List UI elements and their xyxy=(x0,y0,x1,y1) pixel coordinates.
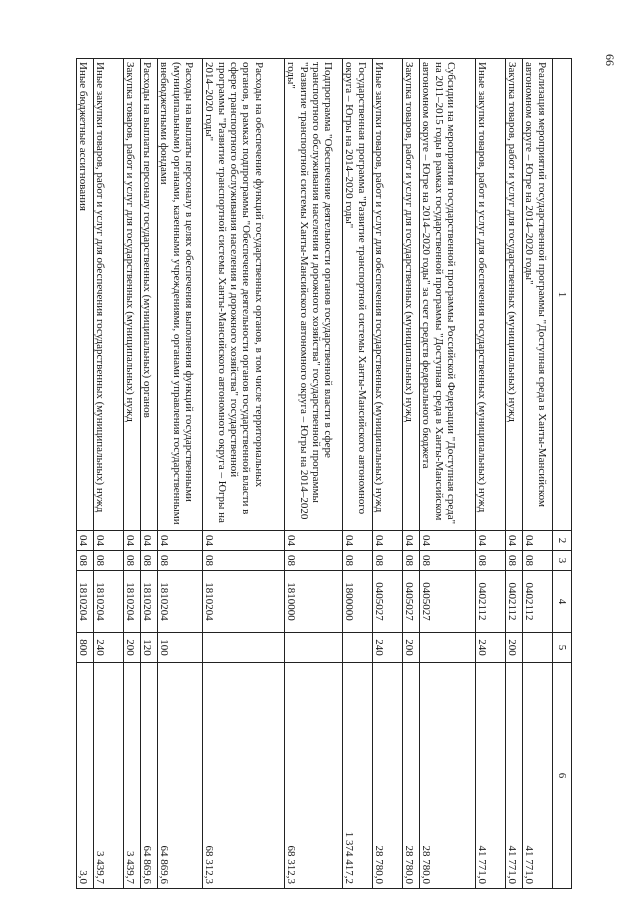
cell-sum: 3 439,7 xyxy=(94,663,124,889)
table-row xyxy=(420,59,476,889)
cell-pr: 08 xyxy=(343,551,373,571)
table-row xyxy=(403,59,420,889)
cell-pr: 08 xyxy=(203,551,285,571)
cell-csr: 1810204 xyxy=(94,571,124,633)
cell-vr xyxy=(420,633,476,663)
cell-csr: 0402112 xyxy=(523,571,553,633)
table-row xyxy=(94,59,124,889)
cell-vr xyxy=(523,633,553,663)
cell-pr: 08 xyxy=(141,551,158,571)
cell-desc: Иные закупки товаров, работ и услуг для обеспечения государственных (муниципальных) нужд xyxy=(373,59,403,531)
cell-rz: 04 xyxy=(94,531,124,551)
column-header: 4 xyxy=(553,571,572,633)
page-number: 66 xyxy=(603,54,617,66)
cell-rz: 04 xyxy=(506,531,523,551)
table-row xyxy=(506,59,523,889)
cell-csr: 1810204 xyxy=(203,571,285,633)
cell-desc: Закупка товаров, работ и услуг для государственных (муниципальных) нужд xyxy=(506,59,523,531)
table-row xyxy=(476,59,506,889)
cell-vr xyxy=(203,633,285,663)
cell-pr: 08 xyxy=(420,551,476,571)
cell-vr xyxy=(343,633,373,663)
cell-desc: Иные закупки товаров, работ и услуг для обеспечения государственных (муниципальных) нужд xyxy=(94,59,124,531)
cell-sum: 41 771,0 xyxy=(523,663,553,889)
cell-pr: 08 xyxy=(476,551,506,571)
cell-pr: 08 xyxy=(403,551,420,571)
cell-rz: 04 xyxy=(77,531,94,551)
cell-rz: 04 xyxy=(285,531,343,551)
cell-desc: Закупка товаров, работ и услуг для государственных (муниципальных) нужд xyxy=(124,59,141,531)
cell-vr: 240 xyxy=(476,633,506,663)
cell-rz: 04 xyxy=(523,531,553,551)
cell-rz: 04 xyxy=(373,531,403,551)
cell-pr: 08 xyxy=(373,551,403,571)
cell-desc: Субсидии на мероприятия государственной программы Российской Федерации "Доступная среда" на 2011–2015 годы в рамках государственной программы "Доступная среда в Ханты-Мансийском автономном округе – Югре на 2014–2020 годы" за счет средств федерального бюджета xyxy=(420,59,476,531)
cell-sum: 68 312,3 xyxy=(285,663,343,889)
cell-csr: 0405027 xyxy=(403,571,420,633)
cell-sum: 28 780,0 xyxy=(373,663,403,889)
cell-desc: Иные закупки товаров, работ и услуг для обеспечения государственных (муниципальных) нужд xyxy=(476,59,506,531)
cell-sum: 68 312,3 xyxy=(203,663,285,889)
cell-desc: Закупка товаров, работ и услуг для государственных (муниципальных) нужд xyxy=(403,59,420,531)
cell-pr: 08 xyxy=(94,551,124,571)
cell-pr: 08 xyxy=(158,551,203,571)
cell-csr: 0402112 xyxy=(506,571,523,633)
rotated-table-wrapper xyxy=(76,58,572,888)
cell-sum: 28 780,0 xyxy=(420,663,476,889)
cell-desc: Расходы на выплаты персоналу в целях обеспечения выполнения функций государственными (муниципальными) органами, казенными учреждениями, органами управления государственными внебюджетными фондами xyxy=(158,59,203,531)
cell-csr: 1810000 xyxy=(285,571,343,633)
cell-pr: 08 xyxy=(523,551,553,571)
cell-desc: Подпрограмма "Обеспечение деятельности органов государственной власти в сфере транспортного обслуживания населения и дорожного хозяйства" государственной программы "Развитие транспортной системы Ханты-Мансийского автономного округа – Югры на 2014–2020 годы" xyxy=(285,59,343,531)
cell-sum: 3,0 xyxy=(77,663,94,889)
cell-vr: 200 xyxy=(403,633,420,663)
cell-vr xyxy=(285,633,343,663)
cell-vr: 200 xyxy=(506,633,523,663)
column-header: 5 xyxy=(553,633,572,663)
cell-csr: 0402112 xyxy=(476,571,506,633)
table-row xyxy=(523,59,553,889)
cell-desc: Расходы на обеспечение функций государственных органов, в том числе территориальных органов, в рамках подпрограммы "Обеспечение деятельности органов государственной власти в сфере транспортного обслуживания населения и дорожного хозяйства" государственной программы "Развитие транспортной системы Ханты-Мансийского автономного округа – Югры на 2014–2020 годы" xyxy=(203,59,285,531)
cell-csr: 1810204 xyxy=(77,571,94,633)
cell-sum: 64 869,6 xyxy=(158,663,203,889)
cell-rz: 04 xyxy=(476,531,506,551)
cell-pr: 08 xyxy=(77,551,94,571)
cell-rz: 04 xyxy=(343,531,373,551)
table-row xyxy=(203,59,285,889)
cell-sum: 41 771,0 xyxy=(476,663,506,889)
cell-desc: Расходы на выплаты персоналу государственных (муниципальных) органов xyxy=(141,59,158,531)
column-header: 2 xyxy=(553,531,572,551)
cell-pr: 08 xyxy=(124,551,141,571)
cell-vr: 100 xyxy=(158,633,203,663)
column-header: 3 xyxy=(553,551,572,571)
cell-csr: 1810204 xyxy=(141,571,158,633)
table-row xyxy=(158,59,203,889)
cell-desc: Государственная программа "Развитие транспортной системы Ханты-Мансийского автономного округа – Югры на 2014–2020 годы" xyxy=(343,59,373,531)
cell-csr: 1800000 xyxy=(343,571,373,633)
table-row xyxy=(77,59,94,889)
cell-csr: 0405027 xyxy=(373,571,403,633)
cell-sum: 3 439,7 xyxy=(124,663,141,889)
cell-pr: 08 xyxy=(285,551,343,571)
table-row xyxy=(141,59,158,889)
cell-rz: 04 xyxy=(403,531,420,551)
table-row xyxy=(343,59,373,889)
cell-sum: 1 374 417,2 xyxy=(343,663,373,889)
cell-rz: 04 xyxy=(203,531,285,551)
cell-csr: 1810204 xyxy=(124,571,141,633)
cell-vr: 200 xyxy=(124,633,141,663)
cell-desc: Реализация мероприятий государственной программы "Доступная среда в Ханты-Мансийском автономном округе – Югре на 2014–2020 годы" xyxy=(523,59,553,531)
cell-vr: 800 xyxy=(77,633,94,663)
cell-sum: 28 780,0 xyxy=(403,663,420,889)
table-header-row xyxy=(553,59,572,889)
budget-table xyxy=(76,58,572,889)
table-row xyxy=(373,59,403,889)
cell-pr: 08 xyxy=(506,551,523,571)
cell-rz: 04 xyxy=(124,531,141,551)
table-row xyxy=(124,59,141,889)
table-row xyxy=(285,59,343,889)
column-header: 1 xyxy=(553,59,572,531)
cell-vr: 240 xyxy=(94,633,124,663)
cell-rz: 04 xyxy=(420,531,476,551)
cell-sum: 41 771,0 xyxy=(506,663,523,889)
cell-desc: Иные бюджетные ассигнования xyxy=(77,59,94,531)
cell-vr: 240 xyxy=(373,633,403,663)
cell-csr: 1810204 xyxy=(158,571,203,633)
column-header: 6 xyxy=(553,663,572,889)
cell-csr: 0405027 xyxy=(420,571,476,633)
cell-rz: 04 xyxy=(141,531,158,551)
cell-sum: 64 869,6 xyxy=(141,663,158,889)
cell-vr: 120 xyxy=(141,633,158,663)
cell-rz: 04 xyxy=(158,531,203,551)
